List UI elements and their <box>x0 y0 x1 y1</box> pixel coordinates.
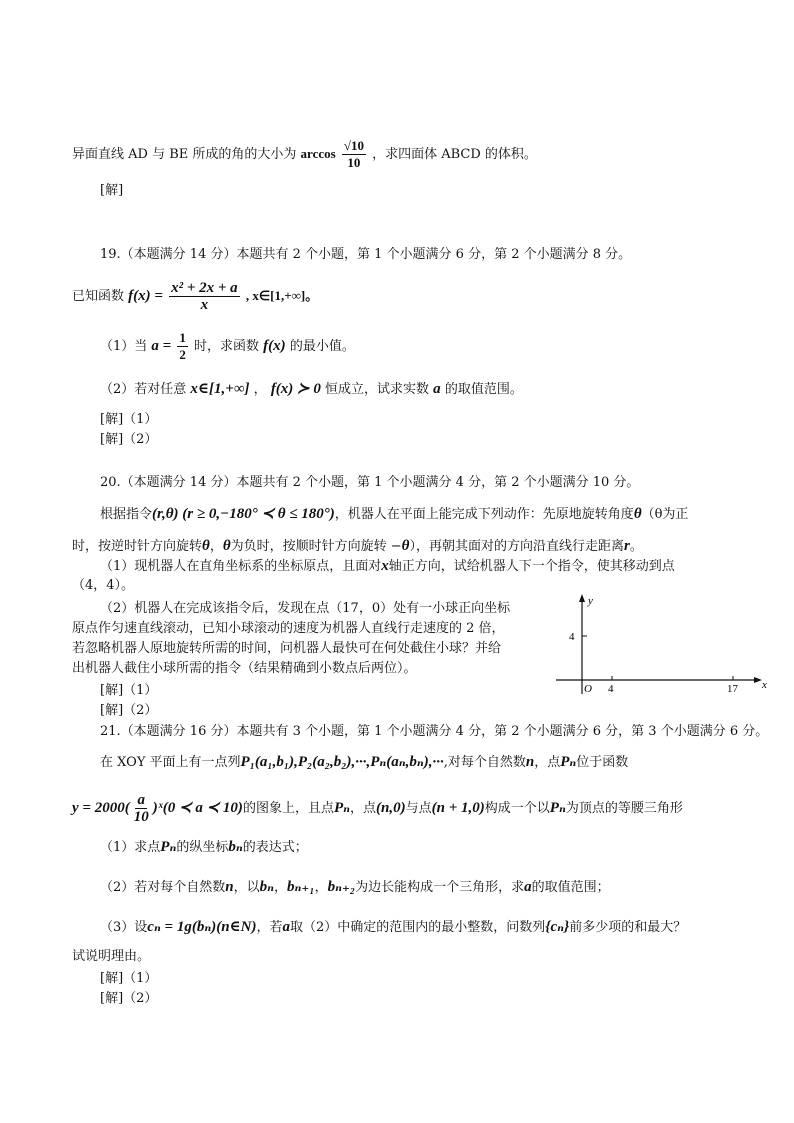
q19-half-den: 2 <box>179 347 186 362</box>
graph-tick-label-y4: 4 <box>569 631 575 643</box>
q21-p3-seq: {cₙ} <box>545 919 570 935</box>
q19-half <box>177 330 188 363</box>
q20-l2-theta2: θ <box>222 538 231 554</box>
q19-p2-a: a <box>433 381 441 397</box>
q21-frac-den: 10 <box>133 809 149 825</box>
q20-command: (r,θ) (r ≥ 0,−180° ≺ θ ≤ 180°) <box>152 506 335 522</box>
q20-part2-l3: 若忽略机器人原地旋转所需的时间，问机器人最快可在何处截住小球？并给 <box>72 641 502 656</box>
q20-line1 <box>100 505 688 524</box>
q21-y-eq: y = 2000( <box>72 800 130 816</box>
q21-p2a: （2）若对每个自然数 <box>100 880 226 895</box>
q19-part1 <box>100 330 355 363</box>
q21-l2-mid2: ，点 <box>350 801 377 816</box>
q21-p3b: ，若 <box>256 920 283 935</box>
q21-l1-n: n <box>525 754 535 770</box>
q19-intro-text: 已知函数 <box>72 289 125 304</box>
q19-domain: , x∈[1,+∞]。 <box>245 288 319 303</box>
q21-p2c: ， <box>274 880 288 895</box>
q21-part3 <box>100 918 686 937</box>
q20-p1-x: x <box>381 558 389 574</box>
q18-line <box>72 138 537 171</box>
graph-y-arrow <box>579 594 585 602</box>
q20-l2-d: ），再朝其面对的方向沿直线行走距离 <box>409 539 624 554</box>
q21-p2-bn1: bₙ₊₁ <box>287 879 315 895</box>
q19-part2 <box>100 380 523 399</box>
q19-p2-end: 的取值范围。 <box>444 382 523 397</box>
q18-text-post: ，求四面体 ABCD 的体积。 <box>372 147 537 162</box>
q19-jie1: [解]（1） <box>100 412 158 427</box>
q20-l2-c: 为负时，按顺时针方向旋转 − <box>230 539 402 554</box>
q21-part3-cont: 试说明理由。 <box>72 949 151 964</box>
q18-text-pre: 异面直线 AD 与 BE 所成的角的大小为 <box>72 147 297 162</box>
q20-l2-theta: θ <box>202 538 210 554</box>
q21-p3d: 取（2）中确定的范围内的最小整数，问数列 <box>290 920 546 935</box>
q21-frac-num: a <box>137 792 145 808</box>
q18-den10: 10 <box>347 155 361 170</box>
q20-jie1: [解]（1） <box>100 683 158 698</box>
q21-p3-a: a <box>282 919 291 935</box>
q21-p1b: 的纵坐标 <box>176 840 229 855</box>
q21-p1-bn: bₙ <box>228 839 243 855</box>
q19-fraction <box>169 280 240 313</box>
q19-fx: f(x) = <box>128 288 163 304</box>
q20-part1-cont: （4，4）。 <box>72 578 135 593</box>
q21-a-over-10 <box>132 792 151 825</box>
q21-part1 <box>100 838 308 857</box>
graph-tick-label-x4: 4 <box>608 683 614 695</box>
q20-l1-end: （θ为正 <box>641 507 689 522</box>
q21-l2-mid: 的图象上，且点 <box>242 801 334 816</box>
q21-p2b: ，以 <box>233 880 260 895</box>
q21-l2-pn: Pₙ <box>333 800 350 816</box>
q21-p2-a: a <box>524 879 532 895</box>
q21-p2-n: n <box>225 879 234 895</box>
q21-jie2: [解]（2） <box>100 991 158 1006</box>
q20-l2-theta3: θ <box>401 538 410 554</box>
q21-l2-pn2: Pₙ <box>549 800 566 816</box>
q21-l2-p2: (n + 1,0) <box>431 800 485 816</box>
q20-l1-pre: 根据指令 <box>100 507 153 522</box>
q20-header: 20.（本题满分 14 分）本题共有 2 个小题，第 1 个小题满分 4 分，第 2 个小题满分 10 分。 <box>100 475 640 490</box>
q18-sqrt10: √10 <box>343 138 364 153</box>
q21-p1c: 的表达式； <box>242 840 308 855</box>
q21-header: 21.（本题满分 16 分）本题共有 3 个小题，第 1 个小题满分 4 分，第 2 个小题满分 6 分，第 3 个小题满分 6 分。 <box>100 724 769 739</box>
q19-jie2: [解]（2） <box>100 432 158 447</box>
q21-l1-mid: ,对每个自然数 <box>443 755 526 770</box>
q19-p1-pre: （1）当 <box>100 339 148 354</box>
q21-p3a: （3）设 <box>100 920 148 935</box>
q20-coordinate-graph <box>548 592 778 702</box>
q19-denom: x <box>200 297 209 313</box>
q20-l2-b: ， <box>209 539 223 554</box>
graph-x-arrow <box>754 677 762 683</box>
q21-l1-pre: 在 XOY 平面上有一点列 <box>100 755 241 770</box>
q19-header: 19.（本题满分 14 分）本题共有 2 个小题，第 1 个小题满分 6 分，第 2 个小题满分 8 分。 <box>100 247 632 262</box>
q18-fraction <box>342 138 366 171</box>
q21-l1-pn: Pₙ <box>560 754 577 770</box>
q21-p2d: ， <box>314 880 328 895</box>
q21-p1a: （1）求点 <box>100 840 161 855</box>
q20-l2-r: r <box>623 538 630 554</box>
q19-half-num: 1 <box>179 330 186 345</box>
q20-part2-l1: （2）机器人在完成该指令后，发现在点（17，0）处有一小球正向坐标 <box>100 601 511 616</box>
q21-l2-end: 构成一个以 <box>484 801 550 816</box>
q21-p2-bn: bₙ <box>259 879 275 895</box>
q21-y-tail: )ˣ(0 ≺ a ≺ 10) <box>152 800 243 816</box>
q20-jie2: [解]（2） <box>100 703 158 718</box>
q19-intro <box>72 280 318 313</box>
q21-l1-mid2: ，点 <box>534 755 561 770</box>
q19-p2-mid: ， <box>253 382 267 397</box>
q20-p1a: （1）现机器人在直角坐标系的坐标原点，且面对 <box>100 559 382 574</box>
q21-points: P₁(a₁,b₁),P₂(a₂,b₂),···,Pₙ(aₙ,bₙ),··· <box>240 754 444 770</box>
q19-p1-post: 时，求函数 <box>194 339 260 354</box>
q21-p3e: 前多少项的和最大？ <box>569 920 687 935</box>
q18-arccos: arccos <box>300 146 336 161</box>
q20-line2 <box>72 537 643 556</box>
q20-p1b: 轴正方向，试给机器人下一个指令，使其移动到点 <box>388 559 675 574</box>
q21-line1 <box>100 753 628 772</box>
q19-p1-fx: f(x) <box>263 338 286 354</box>
q20-l2-a: 时，按逆时针方向旋转 <box>72 539 203 554</box>
q20-part2-l4: 出机器人截住小球所需的指令（结果精确到小数点后两位）。 <box>72 661 417 676</box>
q21-p1-pn: Pₙ <box>160 839 177 855</box>
q20-l2-e: 。 <box>629 539 643 554</box>
q19-p2-mid2: 恒成立，试求实数 <box>325 382 430 397</box>
graph-tick-label-x17: 17 <box>727 683 738 695</box>
q21-l2-mid3: 与点 <box>405 801 432 816</box>
q20-l1-post: ，机器人在平面上能完成下列动作：先原地旋转角度 <box>334 507 634 522</box>
q21-part2 <box>100 878 610 897</box>
q21-l1-end: 位于函数 <box>576 755 629 770</box>
graph-origin-label: O <box>584 683 592 695</box>
q20-part1 <box>100 557 675 576</box>
q19-p2-set: x∈[1,+∞] <box>190 381 250 397</box>
q20-part2-l2: 原点作匀速直线滚动，已知小球滚动的速度为机器人直线行走速度的 2 倍， <box>72 621 505 636</box>
q19-p1-a: a = <box>151 338 172 354</box>
graph-y-label: y <box>588 595 593 607</box>
q18-jie: [解] <box>100 183 124 198</box>
q21-jie1: [解]（1） <box>100 971 158 986</box>
q21-p3-cn: cₙ = 1g(bₙ)(n∈N) <box>147 919 257 935</box>
graph-x-label: x <box>762 679 767 691</box>
q21-p2e: 为边长能构成一个三角形，求 <box>355 880 525 895</box>
q21-line2 <box>72 792 683 825</box>
q19-numer: x² + 2x + a <box>171 280 238 296</box>
q19-p1-end: 的最小值。 <box>289 339 355 354</box>
q21-p2-bn2: bₙ₊₂ <box>327 879 356 895</box>
q21-p2f: 的取值范围； <box>531 880 610 895</box>
q20-theta: θ <box>633 506 642 522</box>
q19-p2-pre: （2）若对任意 <box>100 382 187 397</box>
q21-l2-p1: (n,0) <box>376 800 406 816</box>
q21-l2-end2: 为顶点的等腰三角形 <box>565 801 683 816</box>
q19-p2-ineq: f(x) ≻ 0 <box>270 381 321 397</box>
